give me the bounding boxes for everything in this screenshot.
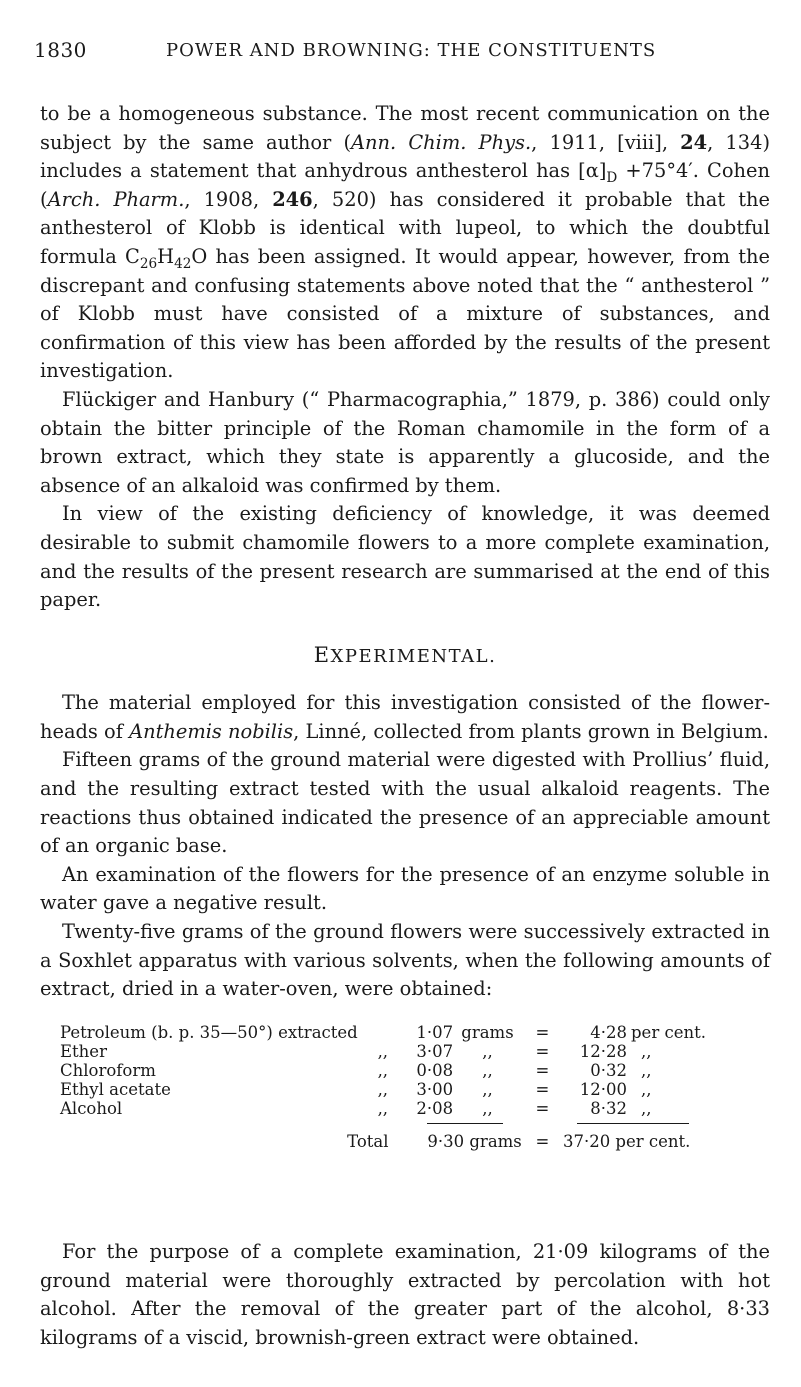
running-title: POWER AND BROWNING: THE CONSTITUENTS — [166, 40, 657, 61]
closing-text — [40, 1238, 770, 1352]
paragraph-1: to be a homogeneous substance. The most recent communication on the subject by the same author (Ann. Chim. Phys., 1911, [viii], 24, 134) includes a statement that anhydrous anthesterol has $[\alpha]_D +75^\circ 4'$. Cohen (Arch. Pharm., 1908, 246, 520) has considered it probable that the anthesterol of Klobb is identical with lupeol, to which the doubtful formula $C_{26}H_{42}O$ has been assigned. It would appear, however, from the discrepant and confusing statements above noted that the “ anthesterol ” of Klobb must have consisted of a mixture of substances, and confirmation of this view has been afforded by the results of the present investigation. — [40, 102, 771, 383]
table-row: Chloroform ,, 0·08 ,, = 0·32 ,, — [60, 1061, 652, 1080]
table-row: Ethyl acetate ,, 3·00 ,, = 12·00 ,, — [60, 1080, 652, 1099]
paragraph-8: For the purpose of a complete examination, 21·09 kilograms of the ground material were thoroughly extracted by percolation with hot alcohol. After the removal of the greater part of the alcohol, 8·33 kilograms of a viscid, brownish-green extract were obtained. — [40, 1240, 770, 1349]
paragraph-6: An examination of the flowers for the presence of an enzyme soluble in water gave a negative result. — [40, 862, 770, 915]
section-heading: EXPERIMENTAL. — [313, 642, 497, 667]
table-row: Alcohol ,, 2·08 ,, = 8·32 ,, — [60, 1099, 652, 1118]
paragraph-4: The material employed for this investigation consisted of the flower-heads of Anthemis nobilis, Linné, collected from plants grown in Belgium. — [40, 691, 770, 743]
extract-table — [60, 1023, 730, 1151]
table-row: Petroleum (b. p. 35—50°) extracted 1·07 grams = 4·28 per cent. — [60, 1023, 706, 1042]
paragraph-5: Fifteen grams of the ground material were digested with Prollius’ fluid, and the resulting extract tested with the usual alkaloid reagents. The reactions thus obtained indicated the presence of an appreciable amount of an organic base. — [40, 748, 770, 858]
paragraph-7: Twenty-five grams of the ground flowers were successively extracted in a Soxhlet apparatus with various solvents, when the following amounts of extract, dried in a water-oven, were obtained: — [40, 920, 770, 1001]
page-header — [34, 38, 766, 68]
table-total-row: Total 9·30 grams = 37·20 per cent. — [347, 1132, 691, 1151]
table-row: Ether ,, 3·07 ,, = 12·28 ,, — [60, 1042, 652, 1061]
page-number: 1830 — [34, 38, 87, 62]
paragraph-3: In view of the existing deficiency of knowledge, it was deemed desirable to submit chamomile flowers to a more complete examination, and the results of the present research are summarised at the end of this paper. — [40, 502, 770, 612]
paragraph-2: Flückiger and Hanbury (“ Pharmacographia,” 1879, p. 386) could only obtain the bitter principle of the Roman chamomile in the form of a brown extract, which they state is apparently a glucoside, and the absence of an alkaloid was confirmed by them. — [40, 387, 770, 497]
main-text — [40, 100, 770, 1004]
